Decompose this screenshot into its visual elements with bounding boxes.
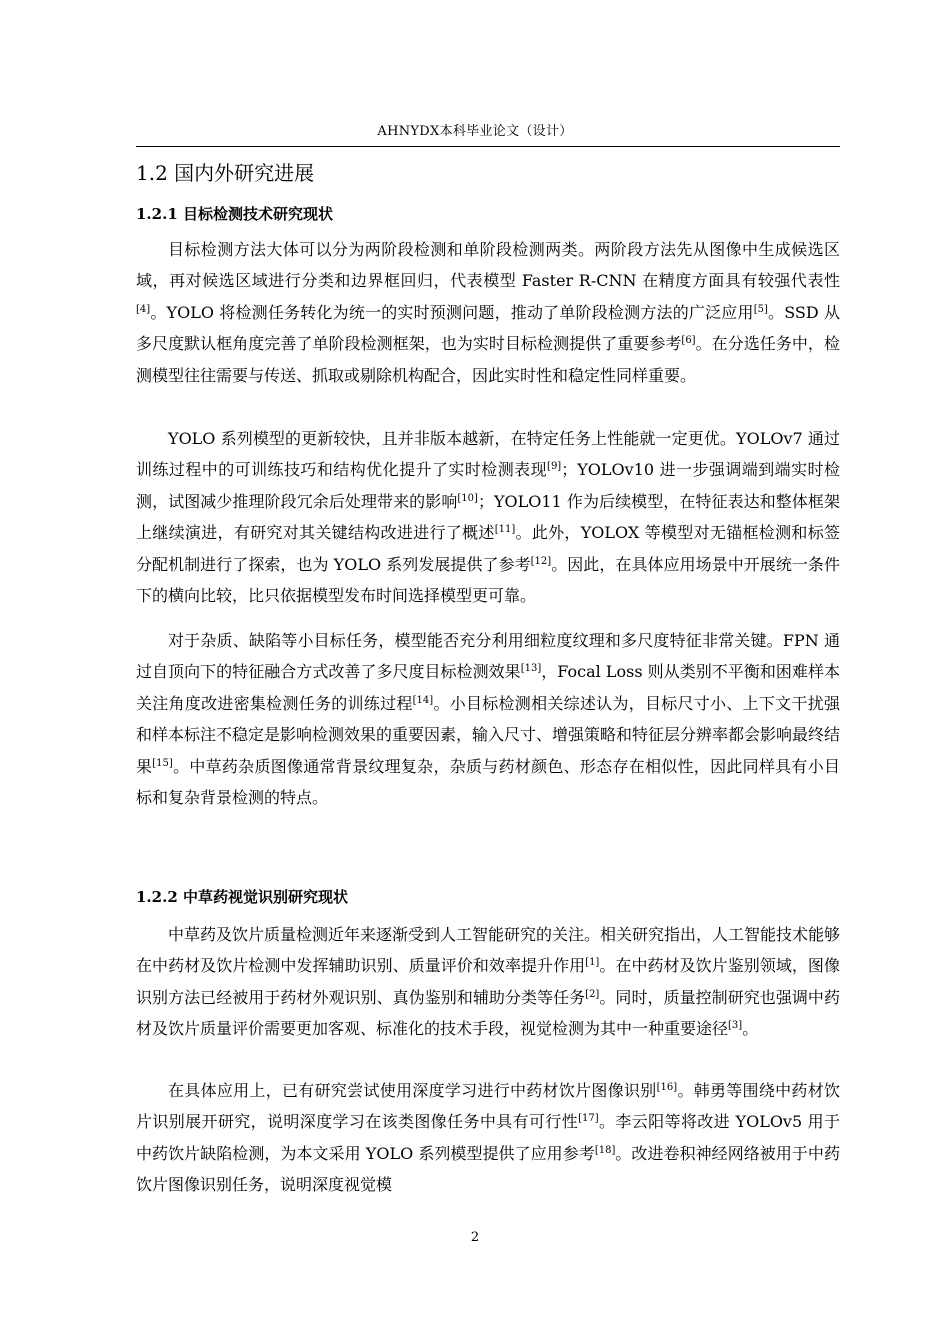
citation: [11]	[494, 524, 516, 536]
citation: [6]	[681, 335, 696, 347]
paragraph-1	[136, 234, 840, 391]
text-span: 中草药及饮片质量检测近年来逐渐受到人工智能研究的关注。相关研究指出，人工智能技术能够在中药材及饮片检测中发挥辅助识别、质量评价和效率提升作用	[136, 925, 841, 976]
text-span: 在具体应用上，已有研究尝试使用深度学习进行中药材饮片图像识别	[168, 1081, 657, 1100]
text-span: 对于杂质、缺陷等小目标任务，模型能否充分利用细粒度纹理和多尺度特征非常关键。FPN 通过自顶向下的特征融合方式改善了多尺度目标检测效果	[136, 631, 840, 682]
text-span: 。	[742, 1019, 759, 1039]
citation: [14]	[412, 694, 434, 706]
subsection-heading-2: 1.2.2 中草药视觉识别研究现状	[136, 888, 348, 906]
text-span: 。在中药材及饮片鉴别领域，图像识别方法已经被用于药材外观识别、真伪鉴别和辅助分类等任务	[136, 956, 840, 1007]
running-header: AHNYDX本科毕业论文（设计）	[377, 124, 573, 139]
citation: [12]	[530, 555, 552, 567]
text-span: 。小目标检测相关综述认为，目标尺寸小、上下文干扰强和样本标注不稳定是影响检测效果的重要因素，输入尺寸、增强策略和特征层分辨率都会影响最终结果	[136, 693, 841, 776]
text-span: 。中草药杂质图像通常背景纹理复杂，杂质与药材颜色、形态存在相似性，因此同样具有小目标和复杂背景检测的特点。	[136, 756, 840, 808]
citation: [17]	[578, 1113, 599, 1125]
header-rule	[136, 146, 840, 147]
paragraph-3	[136, 625, 840, 813]
text-span: 。SSD 从多尺度默认框角度完善了单阶段检测框架，也为实时目标检测提供了重要参考	[136, 302, 840, 354]
subsection-heading-1: 1.2.1 目标检测技术研究现状	[136, 205, 333, 223]
citation: [10]	[457, 492, 478, 504]
citation: [15]	[152, 757, 173, 769]
citation: [5]	[753, 303, 768, 315]
page-number: 2	[470, 1230, 480, 1245]
text-span: 。在分选任务中，检测模型往往需要与传送、抓取或剔除机构配合，因此实时性和稳定性同样重要。	[136, 334, 840, 385]
citation: [4]	[136, 303, 151, 315]
citation: [1]	[585, 957, 600, 969]
text-span: 。同时，质量控制研究也强调中药材及饮片质量评价需要更加客观、标准化的技术手段，视觉检测为其中一种重要途径	[136, 987, 840, 1039]
text-span: 目标检测方法大体可以分为两阶段检测和单阶段检测两类。两阶段方法先从图像中生成候选区域，再对候选区域进行分类和边界框回归，代表模型 Faster R-CNN 在精度方面具有较强代表性	[136, 240, 840, 291]
citation: [13]	[520, 663, 542, 675]
citation: [18]	[594, 1144, 616, 1156]
citation: [2]	[585, 988, 600, 1000]
paragraph-4	[136, 919, 840, 1045]
text-span: 。韩勇等围绕中药材饮片识别展开研究，说明深度学习在该类图像任务中具有可行性	[136, 1081, 840, 1132]
citation: [9]	[547, 461, 562, 473]
paragraph-2	[136, 423, 840, 611]
text-span: 。李云阳等将改进 YOLOv5 用于中药饮片缺陷检测，为本文采用 YOLO 系列模型提供了应用参考	[136, 1112, 840, 1163]
section-heading: 1.2 国内外研究进展	[136, 161, 315, 185]
text-span: ；YOLO11 作为后续模型，在特征表达和整体框架上继续演进，有研究对其关键结构改进进行了概述	[136, 491, 840, 543]
paragraph-5	[136, 1075, 840, 1201]
citation: [3]	[728, 1020, 743, 1032]
text-span: 。此外，YOLOX 等模型对无锚框检测和标签分配机制进行了探索，也为 YOLO 系列发展提供了参考	[136, 523, 840, 574]
text-span: ，Focal Loss 则从类别不平衡和困难样本关注角度改进密集检测任务的训练过程	[136, 662, 840, 713]
text-span: 。因此，在具体应用场景中开展统一条件下的横向比较，比只依据模型发布时间选择模型更可靠。	[136, 554, 840, 606]
citation: [16]	[656, 1082, 678, 1093]
text-span: 。YOLO 将检测任务转化为统一的实时预测问题，推动了单阶段检测方法的广泛应用	[150, 302, 754, 322]
text-span: ；YOLOv10 进一步强调端到端实时检测，试图减少推理阶段冗余后处理带来的影响	[136, 460, 840, 511]
text-span: 。改进卷积神经网络被用于中药饮片图像识别任务，说明深度视觉模	[136, 1143, 840, 1195]
text-span: YOLO 系列模型的更新较快，且并非版本越新，在特定任务上性能就一定更优。YOLOv7 通过训练过程中的可训练技巧和结构优化提升了实时检测表现	[136, 429, 840, 480]
